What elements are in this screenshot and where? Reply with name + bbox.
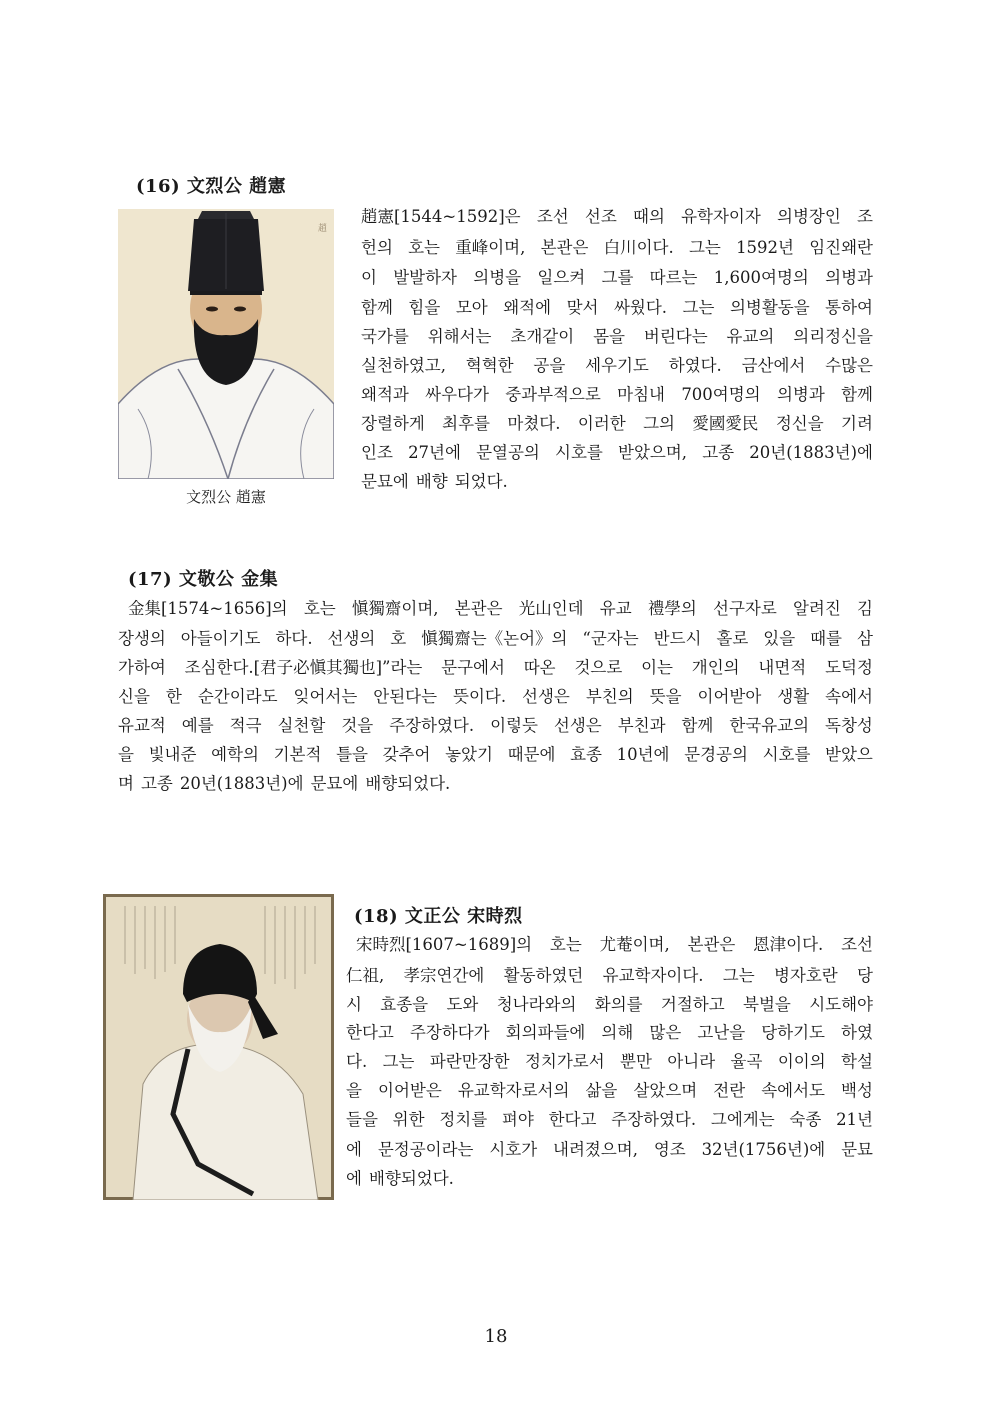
word: 기본적 xyxy=(273,745,322,764)
word: 1592년 xyxy=(736,238,794,257)
word: 내려졌으며, xyxy=(553,1140,638,1159)
word: 시호가 xyxy=(489,1140,538,1159)
word: 의병과 xyxy=(825,268,873,287)
word: 잊어서는 xyxy=(293,687,358,706)
word: 속에서 xyxy=(825,687,873,706)
word: 버린다는 xyxy=(643,327,708,346)
word: 본관은 xyxy=(454,599,503,618)
body-line xyxy=(118,658,873,678)
word: 따르는 xyxy=(649,268,698,287)
body-line xyxy=(118,774,873,794)
word: 부친의 xyxy=(585,687,634,706)
body-line xyxy=(361,356,873,376)
word: 펴야 xyxy=(501,1110,534,1129)
body-line xyxy=(346,966,873,986)
word: 학설 xyxy=(841,1052,873,1071)
word: 배향되었다. xyxy=(365,774,451,793)
word: 하다. xyxy=(275,629,313,648)
word: 시호를 xyxy=(555,443,603,462)
word: 일으켜 xyxy=(537,268,586,287)
word: 시도해야 xyxy=(809,995,873,1014)
body-line xyxy=(361,443,873,463)
word: 주장하다가 xyxy=(409,1023,490,1042)
word: 趙憲[1544~1592]은 xyxy=(361,207,521,226)
word: 이는 xyxy=(641,658,673,677)
word: 당하기도 xyxy=(761,1023,825,1042)
word: 선조 xyxy=(584,207,617,226)
word: 20년(1883년)에 xyxy=(179,774,304,793)
word: 반드시 xyxy=(653,629,702,648)
word: 실천하였고, xyxy=(361,356,446,375)
word: 선생의 xyxy=(327,629,376,648)
word: 맞서 xyxy=(566,298,599,317)
word: 주장하였다. xyxy=(389,716,475,735)
word: 孝宗연간에 xyxy=(403,966,485,985)
word: 호는 xyxy=(549,935,582,954)
word: 들을 xyxy=(346,1110,378,1129)
word: 다. xyxy=(346,1052,368,1071)
page-number: 18 xyxy=(484,1326,508,1347)
word: 때를 xyxy=(810,629,842,648)
word: 문묘에 xyxy=(310,774,359,793)
word: 정치가로서 xyxy=(524,1052,605,1071)
word: 21년 xyxy=(836,1110,873,1129)
word: 예를 xyxy=(181,716,214,735)
word: 것으로 xyxy=(574,658,623,677)
word: 에 xyxy=(346,1169,362,1188)
word: 싸우다가 xyxy=(425,385,489,404)
word: 틀을 xyxy=(336,745,368,764)
word: 호는 xyxy=(408,238,440,257)
body-line xyxy=(346,1110,873,1130)
word: 본관은 xyxy=(687,935,736,954)
word: 속에서도 xyxy=(761,1081,825,1100)
body-line xyxy=(361,414,873,434)
word: 그는 xyxy=(682,298,715,317)
word: 숙종 xyxy=(789,1110,822,1129)
word: 유교 xyxy=(599,599,632,618)
word: 尤菴이며, xyxy=(599,935,670,954)
word: 개인의 xyxy=(691,658,740,677)
word: 유교학자로서의 xyxy=(457,1081,570,1100)
word: 통하여 xyxy=(825,298,873,317)
word: 선생은 xyxy=(553,716,602,735)
body-line xyxy=(356,935,873,955)
word: 조선 xyxy=(536,207,569,226)
word: 金集[1574~1656]의 xyxy=(128,599,288,618)
word: 이이의 xyxy=(777,1052,826,1071)
word: 조 xyxy=(856,207,873,226)
word: 조심한다.[君子必愼其獨也]”라는 xyxy=(184,658,423,677)
word: 화의를 xyxy=(594,995,643,1014)
word: 삼 xyxy=(856,629,873,648)
word: 왜적과 xyxy=(361,385,409,404)
body-line xyxy=(118,687,873,707)
word: 32년(1756년)에 xyxy=(701,1140,826,1159)
word: 을 xyxy=(346,1081,362,1100)
word: 안된다는 xyxy=(373,687,438,706)
body-line xyxy=(346,1023,873,1043)
word: 호는 xyxy=(303,599,336,618)
word: 효종을 xyxy=(380,995,429,1014)
word: 호 xyxy=(390,629,407,648)
word: 10년에 xyxy=(616,745,670,764)
word: 알려진 xyxy=(792,599,841,618)
body-line xyxy=(118,745,873,765)
word: 함께 xyxy=(361,298,393,317)
word: 따온 xyxy=(523,658,556,677)
word: 한국유교의 xyxy=(729,716,810,735)
word: 있을 xyxy=(763,629,796,648)
body-line xyxy=(118,716,873,736)
word: 고종 xyxy=(140,774,173,793)
word: 임진왜란 xyxy=(809,238,873,257)
word: 문경공의 xyxy=(684,745,748,764)
word: 27년에 xyxy=(408,443,461,462)
word: 뜻을 xyxy=(649,687,682,706)
body-line xyxy=(361,298,873,318)
word: 그를 xyxy=(601,268,634,287)
word: 몸을 xyxy=(593,327,625,346)
body-line xyxy=(361,472,873,492)
word: 영조 xyxy=(653,1140,686,1159)
word: 초개같이 xyxy=(510,327,575,346)
body-line xyxy=(361,268,873,288)
word: 20년(1883년)에 xyxy=(749,443,873,462)
word: 율곡 xyxy=(730,1052,763,1071)
word: 헌의 xyxy=(361,238,393,257)
word: 활동하였던 xyxy=(503,966,584,985)
word: 시 xyxy=(346,995,362,1014)
word: 뿐만 xyxy=(620,1052,652,1071)
word: 禮學의 xyxy=(647,599,697,618)
word: 독창성 xyxy=(825,716,873,735)
word: 시호를 xyxy=(762,745,811,764)
word: 문열공의 xyxy=(476,443,540,462)
word: 배향 xyxy=(415,472,448,491)
word: 유학자이자 xyxy=(681,207,761,226)
word: 기려 xyxy=(841,414,873,433)
word: 고종 xyxy=(702,443,735,462)
word: 한 xyxy=(165,687,182,706)
word: 그는 xyxy=(722,966,755,985)
word: 백성 xyxy=(841,1081,873,1100)
word: 며 xyxy=(118,774,134,793)
word: 하였 xyxy=(841,1023,873,1042)
word: 적극 xyxy=(229,716,262,735)
svg-text:趙: 趙 xyxy=(318,224,328,234)
word: 홀로 xyxy=(716,629,749,648)
word: 내면적 xyxy=(758,658,807,677)
word: 重峰이며, xyxy=(455,238,526,257)
word: 본관은 xyxy=(540,238,589,257)
portrait-song-si-yeol xyxy=(103,894,334,1200)
word: “군자는 xyxy=(582,629,639,648)
word: 恩津이다. xyxy=(753,935,824,954)
section-17-heading: (17) 文敬公 金集 xyxy=(128,569,279,590)
word: 부친과 xyxy=(617,716,666,735)
word: 받았으며, xyxy=(618,443,688,462)
word: 에 xyxy=(346,1140,362,1159)
word: 국가를 xyxy=(361,327,409,346)
word: 宋時烈[1607~1689]의 xyxy=(356,935,533,954)
portrait-caption: 文烈公 趙憲 xyxy=(186,488,266,506)
word: 유교학자이다. xyxy=(602,966,704,985)
word: 함께 xyxy=(681,716,714,735)
word: 조선 xyxy=(841,935,873,954)
word: 고난을 xyxy=(697,1023,746,1042)
word: 한다고 xyxy=(346,1023,394,1042)
word: 그에게는 xyxy=(710,1110,775,1129)
word: 을 xyxy=(118,745,134,764)
word: 700여명의 xyxy=(681,385,761,404)
word: 문묘 xyxy=(841,1140,873,1159)
word: 세우기도 xyxy=(585,356,649,375)
word: 그는 xyxy=(382,1052,415,1071)
body-line xyxy=(346,1052,873,1072)
word: 가하여 xyxy=(118,658,166,677)
word: 함께 xyxy=(841,385,873,404)
body-line xyxy=(361,207,873,227)
word: 거절하고 xyxy=(660,995,725,1014)
word: 아들이기도 xyxy=(180,629,261,648)
word: 많은 xyxy=(649,1023,682,1042)
word: 삶을 xyxy=(585,1081,618,1100)
body-line xyxy=(346,1169,873,1189)
portrait-jo-heon xyxy=(118,209,334,479)
word: 것을 xyxy=(341,716,374,735)
word: 정신을 xyxy=(775,414,824,433)
section-18-heading: (18) 文正公 宋時烈 xyxy=(354,906,523,927)
body-line xyxy=(361,238,873,258)
word: 아니라 xyxy=(667,1052,716,1071)
word: 유교의 xyxy=(726,327,775,346)
word: 장렬하게 xyxy=(361,414,425,433)
word: 1,600여명의 xyxy=(713,268,809,287)
word: 문정공이라는 xyxy=(377,1140,474,1159)
word: 중과부적으로 xyxy=(505,385,601,404)
word: 유교적 xyxy=(118,716,166,735)
word: 仁祖, xyxy=(346,966,385,985)
body-line xyxy=(118,629,873,649)
word: 전란 xyxy=(713,1081,746,1100)
word: 도와 xyxy=(446,995,479,1014)
word: 주장하였다. xyxy=(611,1110,697,1129)
word: 금산에서 xyxy=(741,356,806,375)
word: 힘을 xyxy=(408,298,441,317)
word: 의병과 xyxy=(776,385,825,404)
body-line xyxy=(128,599,873,619)
word: 김 xyxy=(856,599,873,618)
word: 때문에 xyxy=(507,745,556,764)
word: 되었다. xyxy=(454,472,508,491)
word: 신을 xyxy=(118,687,150,706)
word: 의리정신을 xyxy=(793,327,873,346)
body-line xyxy=(361,385,873,405)
word: 의병장인 xyxy=(777,207,841,226)
word: 문구에서 xyxy=(441,658,505,677)
word: 살았으며 xyxy=(633,1081,698,1100)
word: 때의 xyxy=(633,207,665,226)
word: 당 xyxy=(857,966,873,985)
word: 왜적에 xyxy=(503,298,552,317)
word: 마쳤다. xyxy=(507,414,561,433)
word: 그의 xyxy=(643,414,675,433)
word: 선생은 xyxy=(522,687,570,706)
word: 회의파들에 xyxy=(505,1023,586,1042)
word: 수많은 xyxy=(825,356,873,375)
word: 장생의 xyxy=(118,629,166,648)
word: 실천할 xyxy=(277,716,326,735)
word: 싸웠다. xyxy=(613,298,668,317)
word: 위한 xyxy=(392,1110,425,1129)
word: 북벌을 xyxy=(743,995,791,1014)
word: 하였다. xyxy=(668,356,722,375)
word: 光山인데 xyxy=(518,599,584,618)
body-line xyxy=(346,995,873,1015)
word: 병자호란 xyxy=(773,966,838,985)
word: 발발하자 xyxy=(393,268,457,287)
word: 이렇듯 xyxy=(490,716,538,735)
word: 의병을 xyxy=(473,268,522,287)
word: 효종 xyxy=(570,745,602,764)
body-line xyxy=(346,1081,873,1101)
word: 청나라와의 xyxy=(496,995,577,1014)
word: 선구자로 xyxy=(713,599,777,618)
word: 모아 xyxy=(455,298,488,317)
word: 문묘에 xyxy=(361,472,409,491)
word: 이어받아 xyxy=(697,687,762,706)
word: 뜻이다. xyxy=(453,687,507,706)
word: 의해 xyxy=(601,1023,634,1042)
word: 갖추어 xyxy=(382,745,431,764)
word: 받았으 xyxy=(825,745,873,764)
word: 도덕정 xyxy=(825,658,873,677)
body-line xyxy=(361,327,873,347)
word: 인조 xyxy=(361,443,393,462)
word: 愛國愛民 xyxy=(692,414,759,433)
word: 빛내준 xyxy=(148,745,197,764)
word: 순간이라도 xyxy=(197,687,278,706)
word: 愼獨齋는《논어》의 xyxy=(421,629,568,648)
word: 놓았기 xyxy=(445,745,493,764)
word: 파란만장한 xyxy=(429,1052,510,1071)
word: 의병활동을 xyxy=(729,298,810,317)
word: 이어받은 xyxy=(378,1081,442,1100)
word: 생활 xyxy=(777,687,810,706)
word: 이러한 xyxy=(577,414,626,433)
word: 최후를 xyxy=(442,414,490,433)
word: 공을 xyxy=(533,356,566,375)
word: 예학의 xyxy=(211,745,259,764)
word: 白川이다. xyxy=(603,238,674,257)
section-16-heading: (16) 文烈公 趙憲 xyxy=(136,176,287,197)
word: 愼獨齋이며, xyxy=(351,599,439,618)
body-line xyxy=(346,1140,873,1160)
word: 배향되었다. xyxy=(368,1169,454,1188)
word: 마침내 xyxy=(617,385,665,404)
word: 그는 xyxy=(688,238,721,257)
word: 위해서는 xyxy=(427,327,492,346)
word: 한다고 xyxy=(548,1110,597,1129)
word: 정치를 xyxy=(439,1110,488,1129)
word: 이 xyxy=(361,268,377,287)
word: 혁혁한 xyxy=(465,356,514,375)
